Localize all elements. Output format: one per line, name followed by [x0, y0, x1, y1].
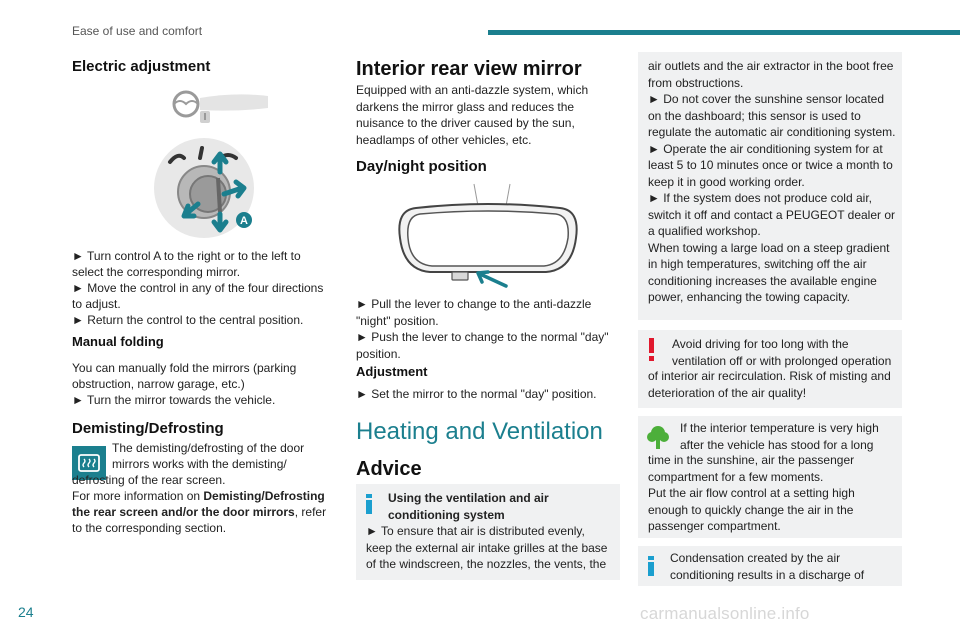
eco-tip-box	[638, 416, 902, 538]
info-icon	[366, 494, 372, 512]
day-night-heading: Day/night position	[356, 158, 487, 175]
advice-bold-title: Using the ventilation and air conditioning system	[388, 491, 549, 522]
manual-folding-step: ► Turn the mirror towards the vehicle.	[72, 393, 276, 407]
eco-text-b	[648, 452, 898, 535]
interior-mirror-heading: Interior rear view mirror	[356, 58, 582, 80]
day-night-steps	[356, 296, 618, 362]
demisting-heading: Demisting/Defrosting	[72, 420, 224, 437]
warning-exclamation-icon	[648, 338, 656, 362]
condensation-info-box	[638, 546, 902, 586]
demisting-reference	[72, 488, 332, 536]
advice-line-2: ► Do not cover the sunshine sensor located on the dashboard; this sensor is used to regulate the automatic air conditioning system.	[648, 92, 896, 139]
info-icon	[648, 556, 654, 574]
warning-line-1: Avoid driving for too long with the	[672, 337, 849, 351]
advice-line-4: ► If the system does not produce cold air, switch it off and contact a PEUGEOT dealer or a qualified workshop.	[648, 191, 896, 238]
mirror-control-location-illustration	[160, 88, 272, 128]
warning-box	[638, 330, 902, 408]
advice-line-3: ► Operate the air conditioning system for at least 5 to 10 minutes once or twice a month to keep it in good working order.	[648, 141, 893, 189]
eco-text-a	[680, 420, 898, 453]
demisting-text-a	[112, 440, 322, 472]
condensation-text	[670, 550, 896, 583]
header-accent-bar	[488, 30, 960, 35]
control-a-label: A	[240, 215, 248, 227]
heating-ventilation-heading: Heating and Ventilation	[356, 418, 603, 445]
manual-folding-paragraph: You can manually fold the mirrors (parking obstruction, narrow garage, etc.)	[72, 361, 297, 391]
page-number: 24	[18, 604, 34, 620]
condensation-line-2: conditioning results in a discharge of	[670, 567, 865, 582]
warning-text-a	[672, 336, 898, 369]
ventilation-advice-text	[648, 58, 896, 306]
adjustment-text: ► Set the mirror to the normal "day" position.	[356, 387, 597, 401]
demisting-paragraph-start: The demisting/defrosting of the door mirrors works with the demisting/	[112, 441, 305, 471]
eco-line-1: If the interior temperature is very high	[680, 421, 879, 435]
day-step: ► Push the lever to change to the normal "day" position.	[356, 330, 609, 361]
step-1: ► Turn control A to the right or to the left to select the corresponding mirror.	[72, 249, 301, 279]
advice-text: ► To ensure that air is distributed evenly, keep the external air intake grilles at the base of the windscreen, the nozzles, the vents, the	[366, 524, 608, 571]
reference-suffix: , refer to the corresponding section.	[72, 505, 327, 535]
demisting-text-b	[72, 472, 332, 536]
night-step: ► Pull the lever to change to the anti-dazzle "night" position.	[356, 297, 592, 328]
adjustment-heading: Adjustment	[356, 364, 428, 379]
manual-folding-text	[72, 360, 322, 408]
electric-adjustment-heading: Electric adjustment	[72, 58, 211, 75]
step-3: ► Return the control to the central position.	[72, 313, 304, 327]
demisting-paragraph-cont: defrosting of the rear screen.	[72, 473, 226, 487]
warning-text-b: of interior air recirculation. Risk of misting and deterioration of the air quality!	[648, 369, 891, 400]
eco-line-4: Put the air flow control at a setting high enough to quickly change the air in the passenger compartment.	[648, 486, 855, 533]
eco-line-3: time in the sunshine, air the passenger compartment for a few moments.	[648, 453, 855, 484]
manual-folding-heading: Manual folding	[72, 334, 164, 349]
watermark: carmanualsonline.info	[640, 604, 810, 623]
warning-line-2: ventilation off or with prolonged operation	[672, 353, 892, 368]
advice-heading: Advice	[356, 458, 422, 480]
condensation-line-1: Condensation created by the air	[670, 551, 841, 565]
running-header: Ease of use and comfort	[72, 24, 203, 38]
advice-line-1: air outlets and the air extractor in the boot free from obstructions.	[648, 59, 894, 90]
eco-line-2: after the vehicle has stood for a long	[680, 437, 874, 452]
reference-section-name: Demisting/Defrosting the rear screen and/or the door mirrors	[72, 489, 325, 519]
step-2: ► Move the control in any of the four directions to adjust.	[72, 281, 324, 311]
advice-info-box	[356, 484, 620, 580]
rear-view-mirror-illustration	[396, 178, 580, 290]
electric-adjustment-steps	[72, 248, 330, 328]
interior-mirror-text: Equipped with an anti-dazzle system, which darkens the mirror glass and reduces the nuisance to the driver caused by the sun, headlamps of other vehicles, etc.	[356, 83, 589, 147]
reference-prefix: For more information on	[72, 489, 204, 503]
ventilation-advice-box-continued	[638, 52, 902, 320]
mirror-control-switch-illustration	[148, 136, 268, 242]
advice-line-5: When towing a large load on a steep gradient in high temperatures, switching off the air conditioning increases the available engine power, enhancing the towing capacity.	[648, 240, 890, 304]
eco-tree-icon	[646, 424, 670, 450]
